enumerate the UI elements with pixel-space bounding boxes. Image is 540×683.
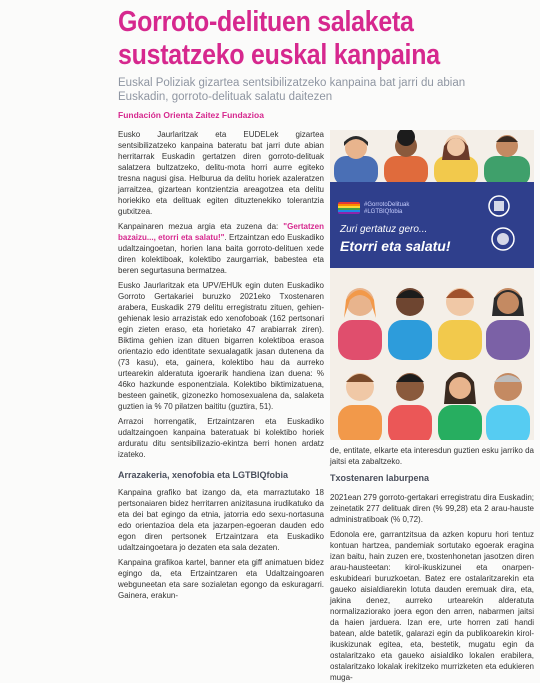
paragraph-2 bbox=[118, 221, 324, 276]
paragraph-6: Kanpaina grafikoa kartel, banner eta giff animatuen bidez egingo da, eta Ertzaintzaren eta Udaltzaingoaren webguneetan eta sare sozialetan egongo da eskuragarri. Gainera, erakun- bbox=[118, 558, 324, 600]
paragraph-9: Edonola ere, garrantzitsua da azken kopuru hori tentuz kontuan hartzea, pandemiak sortutako egoerak eragina izan baitu, hain zuzen ere, txostenhonetan jasotzen diren arau-hausteetan: kirol-ikuskizunei eta onarpen-eskubideari buruzkoetan. Batez ere ostalaritzarekin eta gaueko aisialdiarekin lotuta dauden eremuak dira, eta, jakina denez, aurreko urtearekin alderatuta normalizaziorako joera egon den arren, nabarmen jaitsi da haien jarduera. Izan ere, urte horren zati handi batean, alde batetik, galarazi egin da publikoarekin kirol-ikuskizunak egitea, eta, bestetik, mugatu egin da ostalaritzako eta gaueko aisialdiko lokalen erabilera, ostalaritzako lokalak irekitzeko murrizketen eta edukieren muga- bbox=[330, 530, 534, 682]
left-column bbox=[118, 110, 324, 601]
headline-line-1: Gorroto-delituen salaketa bbox=[118, 6, 414, 38]
poster-illustration bbox=[330, 130, 534, 440]
paragraph-3: Eusko Jaurlaritzak eta UPV/EHUk egin duten Euskadiko Gorroto Gertakariei buruzko 2021eko Txostenaren arabera, Euskadik 279 delitu erregistratu zituen, gehien-gehienak lesio arrazistak edo xenofoboak (162 pertsonari egin zieten eraso, eta horietako 47 arabiarrak ziren). Biktima gehien izan dituen bigarren kolektiboa erasoa orientazio edo identitate sexualagatik jasan dutenena da (73 kasu), eta, gainera, kolektibo hau da aurreko urtearekin alderatuta igoerarik handiena izan duena: % 46ko hazkunde esponentziala. Kolektibo biktimizatuena, besteen gainetik, gizonezko homosexualena da, salaketa guztien ia % 70 pilatzen baititu (guztira, 51). bbox=[118, 281, 324, 411]
poster-banner-text bbox=[330, 182, 534, 268]
subtitle-line-2: Euskadin, gorroto-delituak salatu daitezen bbox=[118, 91, 333, 103]
rainbow-flag-icon bbox=[338, 202, 360, 214]
p2-before: Kanpainaren mezua argia eta zuzena da: bbox=[118, 222, 284, 231]
poster-hashtags bbox=[364, 202, 409, 216]
subtitle-line-1: Euskal Poliziak gizartea sentsibilizatzeko kanpaina bat jarri du abian bbox=[118, 77, 466, 89]
paragraph-4: Arrazoi horrengatik, Ertzaintzaren eta Euskadiko udaltzaingoen kanpaina bateratuak bi kolektibo horiek arduratu ditu sentsibilizazio-ekintza berri honen ardatz izateko. bbox=[118, 417, 324, 459]
organization-name: Fundación Orienta Zaitez Fundazioa bbox=[118, 110, 264, 120]
section-heading-racism: Arrazakeria, xenofobia eta LGTBIQfobia bbox=[118, 470, 289, 480]
p2-after: . Ertzaintzan edo Euskadiko udaltzaingoetan, horien lana baita gorroto-delituen xede diren kolektiboak, kolektibo zaurgarriak, babestea eta beren segurtasuna bermatzea. bbox=[118, 233, 324, 275]
character-top-1 bbox=[334, 136, 378, 186]
paragraph-8: 2021ean 279 gorroto-gertakari erregistratu dira Euskadin; zeinetatik 277 delituak diren (% 99,28) eta 2 arau-hauste administratiboak (% 0,72). bbox=[330, 493, 534, 524]
paragraph-7: de, entitate, elkarte eta interesdun guztien esku jarriko da jaitsi eta zabaltzeko. bbox=[330, 446, 534, 466]
section-heading-report: Txostenaren laburpena bbox=[330, 473, 430, 483]
headline-line-2: sustatzeko euskal kanpaina bbox=[118, 39, 440, 71]
right-column bbox=[330, 445, 534, 683]
article-subtitle bbox=[118, 76, 534, 104]
character-top-2 bbox=[384, 130, 428, 186]
poster-line-2: Etorri eta salatu! bbox=[340, 238, 451, 254]
character-top-4 bbox=[484, 135, 530, 186]
campaign-slogan: "Gertatzen bazaizu..., etorri eta salatu!" bbox=[118, 222, 324, 242]
characters-grid bbox=[338, 288, 530, 440]
hashtag-2: #LGTBIQfobia bbox=[364, 209, 403, 215]
paragraph-1: Eusko Jaurlaritzak eta EUDELek gizartea sentsibilizatzeko kanpaina bateratu bat jarri dute abian herritarrak Euskadin gertatzen diren gorroto-delituak salatzera bultzatzeko, delitu-mota horri aurre egiteko tresna nagusi gisa. Helburua da delitu horiek azaleratzen jarraitzea, gizartean kontzientzia areagotzea eta delitu horiekiko eta delituak egiten dituztenekiko tolerantzia gutxitzea. bbox=[118, 130, 324, 216]
character-top-3 bbox=[434, 135, 478, 186]
poster-line-1: Zuri gertatuz gero... bbox=[340, 224, 428, 235]
article-headline bbox=[118, 6, 476, 72]
campaign-poster bbox=[330, 130, 534, 440]
ertzaintza-seal-icon bbox=[482, 194, 516, 218]
hashtag-1: #GorrotoDelituak bbox=[364, 202, 410, 208]
police-badge-icon bbox=[490, 226, 516, 252]
paragraph-5: Kanpaina grafiko bat izango da, eta marraztutako 18 pertsonaiaren bidez herritarren anizitasuna irudikatuko da eta dei bat egingo da etnia, jatorria edo sexu-nortasuna edo orientazioa dela eta jazarpen-egoeran dauden edo egon diren pertsonek Ertzaintzara eta Euskadiko udaltzaingoetara jo dezaten eta sala dezaten. bbox=[118, 488, 324, 552]
